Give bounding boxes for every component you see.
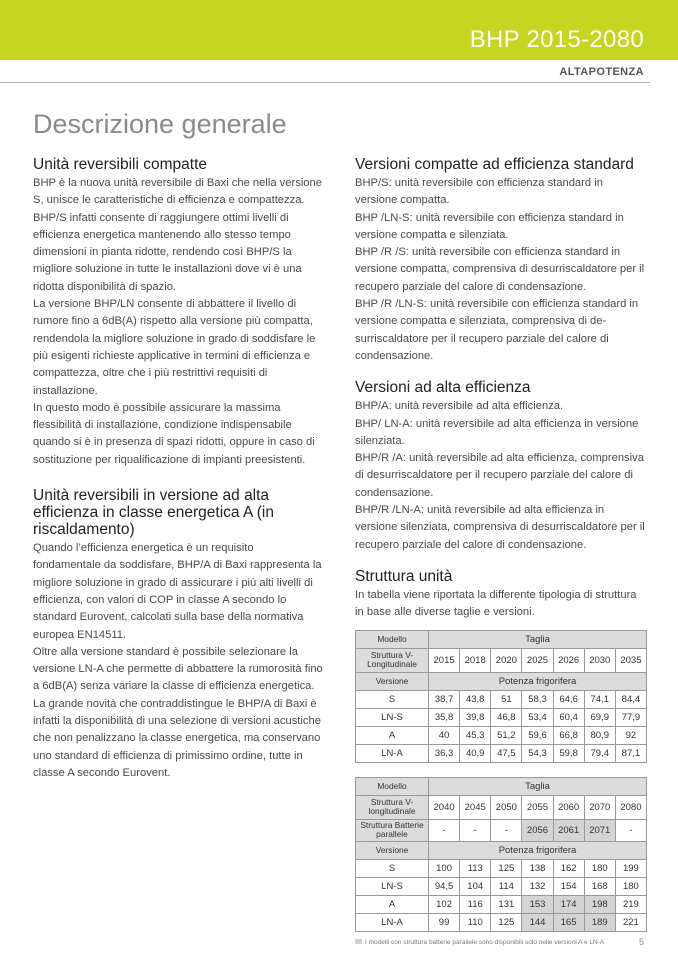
table-cell: LN-S bbox=[356, 877, 429, 895]
table-cell: 74,1 bbox=[584, 690, 615, 708]
table-cell: 43,8 bbox=[460, 690, 491, 708]
table-cell: 77,9 bbox=[615, 708, 646, 726]
table-cell: 153 bbox=[522, 895, 553, 913]
table-cell: 40,9 bbox=[460, 744, 491, 762]
table-cell: 125 bbox=[491, 913, 522, 931]
paragraph: Quando l’efficienza energetica è un requisito fondamentale da soddisfare, BHP/A di Baxi rappresenta la migliore soluzione in grado di assicurare i più alti livelli di efficienza, con valori di COP in classe A secondo lo standard Eurovent, calcolati sulla base della normativa europea EN14511. bbox=[33, 542, 322, 641]
paragraph: BHP/R /A: unità reversibile ad alta efficienza, comprensiva di desurriscaldatore per il recupero parziale del calore di condensazione. bbox=[355, 452, 644, 499]
table-cell: 59,6 bbox=[522, 726, 553, 744]
paragraph: La versione BHP/LN consente di abbattere il livello di rumore fino a 6dB(A) rispetto alla versione più compatta, rendendola la migliore soluzione in grado di soddisfare le più esigenti richieste applicative in termini di efficienza e compattezza, oltre che i più restrittivi requisiti di installazione. bbox=[33, 298, 316, 397]
legend-swatch bbox=[355, 939, 362, 944]
table-cell: 54,3 bbox=[522, 744, 553, 762]
table-cell: 47,5 bbox=[491, 744, 522, 762]
table-cell: 138 bbox=[522, 859, 553, 877]
table-cell: 94,5 bbox=[429, 877, 460, 895]
table-cell: 2025 bbox=[522, 648, 553, 672]
table-cell: - bbox=[615, 819, 646, 841]
table-cell: 46,8 bbox=[491, 708, 522, 726]
table-cell: 104 bbox=[460, 877, 491, 895]
table-cell: 2045 bbox=[460, 795, 491, 819]
table-cell: 180 bbox=[615, 877, 646, 895]
table-cell: 2080 bbox=[615, 795, 646, 819]
table-cell: 38,7 bbox=[429, 690, 460, 708]
table-cell: 69,9 bbox=[584, 708, 615, 726]
paragraph: BHP/ LN-A: unità reversibile ad alta efficienza in versione silenziata. bbox=[355, 417, 639, 447]
section-title-structure: Struttura unità bbox=[355, 567, 453, 585]
table-cell: 79,4 bbox=[584, 744, 615, 762]
table-cell: 113 bbox=[460, 859, 491, 877]
table-cell: A bbox=[356, 895, 429, 913]
paragraph: BHP/A: unità reversibile ad alta efficienza. bbox=[355, 400, 564, 413]
table-cell: 45,3 bbox=[460, 726, 491, 744]
table-cell: 219 bbox=[615, 895, 646, 913]
table-cell: Struttura V-Longitudinale bbox=[356, 648, 429, 672]
table-cell: 53,4 bbox=[522, 708, 553, 726]
table-row bbox=[356, 726, 647, 744]
table-row bbox=[356, 895, 647, 913]
table-cell: 59,8 bbox=[553, 744, 584, 762]
footnote-text: I modelli con struttura batterie parallele sono disponibili solo nelle versioni A e LN-A bbox=[365, 938, 605, 946]
table-row bbox=[356, 877, 647, 895]
table-cell: 51 bbox=[491, 690, 522, 708]
table-cell: 2055 bbox=[522, 795, 553, 819]
right-column bbox=[355, 156, 647, 946]
table-cell: 100 bbox=[429, 859, 460, 877]
header-bar bbox=[0, 0, 678, 60]
header-title: BHP 2015-2080 bbox=[469, 26, 644, 53]
table-cell: Taglia bbox=[429, 777, 647, 795]
table-cell: 2070 bbox=[584, 795, 615, 819]
table-cell: 116 bbox=[460, 895, 491, 913]
table-cell: Struttura V-longitudinale bbox=[356, 795, 429, 819]
table-cell: 131 bbox=[491, 895, 522, 913]
table-row bbox=[356, 708, 647, 726]
table-cell: 125 bbox=[491, 859, 522, 877]
table-cell: 2040 bbox=[429, 795, 460, 819]
table-cell: 110 bbox=[460, 913, 491, 931]
table-cell: - bbox=[460, 819, 491, 841]
structure-table-2 bbox=[355, 777, 647, 932]
header-divider bbox=[0, 82, 650, 83]
paragraph: In tabella viene riportata la differente tipologia di struttura in base alle diverse taglie e versioni. bbox=[355, 588, 637, 619]
table-cell: Taglia bbox=[429, 630, 647, 648]
structure-table-1 bbox=[355, 630, 647, 763]
table-cell: Versione bbox=[356, 841, 429, 859]
paragraph: BHP/R /LN-A: unità reversibile ad alta efficienza in versione silenziata, comprensiva di desurriscaldatore per il recupero parziale del calore di condensazione. bbox=[355, 504, 645, 551]
table-cell: LN-S bbox=[356, 708, 429, 726]
table-cell: 168 bbox=[584, 877, 615, 895]
table-cell: 198 bbox=[584, 895, 615, 913]
table-cell: 87,1 bbox=[615, 744, 646, 762]
table-row bbox=[356, 859, 647, 877]
table-cell: LN-A bbox=[356, 744, 429, 762]
paragraph: BHP /LN-S: unità reversibile con efficienza standard in versione compatta e silenziata. bbox=[355, 211, 624, 241]
page-title: Descrizione generale bbox=[33, 109, 287, 139]
table-cell: 84,4 bbox=[615, 690, 646, 708]
table-cell: S bbox=[356, 690, 429, 708]
table-cell: Modello bbox=[356, 777, 429, 795]
table-cell: 2018 bbox=[460, 648, 491, 672]
table-cell: - bbox=[429, 819, 460, 841]
table-cell: 2061 bbox=[553, 819, 584, 841]
table-cell: 174 bbox=[553, 895, 584, 913]
table-cell: 165 bbox=[553, 913, 584, 931]
table-cell: 2071 bbox=[584, 819, 615, 841]
table-cell: 189 bbox=[584, 913, 615, 931]
table-cell: Potenza frigorifera bbox=[429, 672, 647, 690]
section-title-compact: Unità reversibili compatte bbox=[33, 156, 208, 173]
table-cell: 36,3 bbox=[429, 744, 460, 762]
table-cell: 221 bbox=[615, 913, 646, 931]
table-cell: 35,8 bbox=[429, 708, 460, 726]
table-cell: 2060 bbox=[553, 795, 584, 819]
table-cell: 2026 bbox=[553, 648, 584, 672]
left-column bbox=[33, 156, 323, 782]
table-cell: 58,3 bbox=[522, 690, 553, 708]
page-number: 5 bbox=[638, 937, 644, 947]
section-title-standard: Versioni compatte ad efficienza standard bbox=[355, 156, 634, 173]
table-cell: 99 bbox=[429, 913, 460, 931]
table-cell: 2056 bbox=[522, 819, 553, 841]
table-footnote bbox=[355, 939, 647, 946]
paragraph: BHP /R /S: unità reversibile con efficienza standard in versione compatta, comprensiva di desurriscaldatore per il recupero parziale del calore di condensazione. bbox=[355, 246, 645, 293]
table-cell: 199 bbox=[615, 859, 646, 877]
table-cell: 180 bbox=[584, 859, 615, 877]
table-cell: 2050 bbox=[491, 795, 522, 819]
table-cell: 40 bbox=[429, 726, 460, 744]
table-cell: LN-A bbox=[356, 913, 429, 931]
table-row bbox=[356, 913, 647, 931]
table-cell: Struttura Batterie parallele bbox=[356, 819, 429, 841]
table-row bbox=[356, 690, 647, 708]
table-row bbox=[356, 744, 647, 762]
paragraph: BHP/S: unità reversibile con efficienza standard in versione compatta. bbox=[355, 177, 603, 207]
table-cell: 66,8 bbox=[553, 726, 584, 744]
table-cell: 60,4 bbox=[553, 708, 584, 726]
table-cell: 154 bbox=[553, 877, 584, 895]
table-cell: 144 bbox=[522, 913, 553, 931]
table-cell: 2035 bbox=[615, 648, 646, 672]
table-cell: 51,2 bbox=[491, 726, 522, 744]
table-cell: Modello bbox=[356, 630, 429, 648]
table-cell: - bbox=[491, 819, 522, 841]
table-cell: 2020 bbox=[491, 648, 522, 672]
table-cell: S bbox=[356, 859, 429, 877]
section-title-high-efficiency: Versioni ad alta efficienza bbox=[355, 379, 531, 397]
table-cell: Versione bbox=[356, 672, 429, 690]
table-cell: 92 bbox=[615, 726, 646, 744]
paragraph: La grande novità che contraddistingue le BHP/A di Baxi è infatti la disponibilità di una selezione di versioni acustiche che non penalizzano la classe energetica, ma conservano uno standard di efficienza di primissimo ordine, tutte in classe A secondo Eurovent. bbox=[33, 697, 321, 779]
table-cell: 132 bbox=[522, 877, 553, 895]
table-cell: 102 bbox=[429, 895, 460, 913]
table-cell: 39,8 bbox=[460, 708, 491, 726]
table-cell: 162 bbox=[553, 859, 584, 877]
table-cell: 80,9 bbox=[584, 726, 615, 744]
table-cell: 64,6 bbox=[553, 690, 584, 708]
section-title-class-a: Unità reversibili in versione ad alta efficienza in classe energetica A (in riscaldamento) bbox=[33, 487, 274, 539]
paragraph: BHP è la nuova unità reversibile di Baxi che nella versione S, unisce le caratteristiche di efficienza e compattezza. bbox=[33, 177, 322, 207]
table-cell: A bbox=[356, 726, 429, 744]
header-subtitle: ALTAPOTENZA bbox=[559, 66, 644, 78]
paragraph: In questo modo è possibile assicurare la massima flessibilità di installazione, condizione indispensabile quando si è in presenza di spazi ridotti, oppure in caso di sostituzione per riqualificazione di impianti preesistenti. bbox=[33, 401, 315, 466]
paragraph: BHP/S infatti consente di raggiungere ottimi livelli di efficienza energetica mantenendo allo stesso tempo dimensioni in pianta ridotte, rendendo così BHP/S la migliore soluzione in tutte le installazioni dove vi è una ridotta disponibilità di spazio. bbox=[33, 211, 302, 293]
table-cell: 2030 bbox=[584, 648, 615, 672]
table-cell: Potenza frigorifera bbox=[429, 841, 647, 859]
paragraph: BHP /R /LN-S: unità reversibile con efficienza standard in versione compatta e silenziata, comprensiva di de-surriscaldatore per il recupero parziale del calore di condensazione. bbox=[355, 298, 639, 362]
table-cell: 2015 bbox=[429, 648, 460, 672]
table-cell: 114 bbox=[491, 877, 522, 895]
paragraph: Oltre alla versione standard è possibile selezionare la versione LN-A che permette di abbattere la rumorosità fino a 6dB(A) senza variare la classe di efficienza energetica. bbox=[33, 645, 323, 693]
